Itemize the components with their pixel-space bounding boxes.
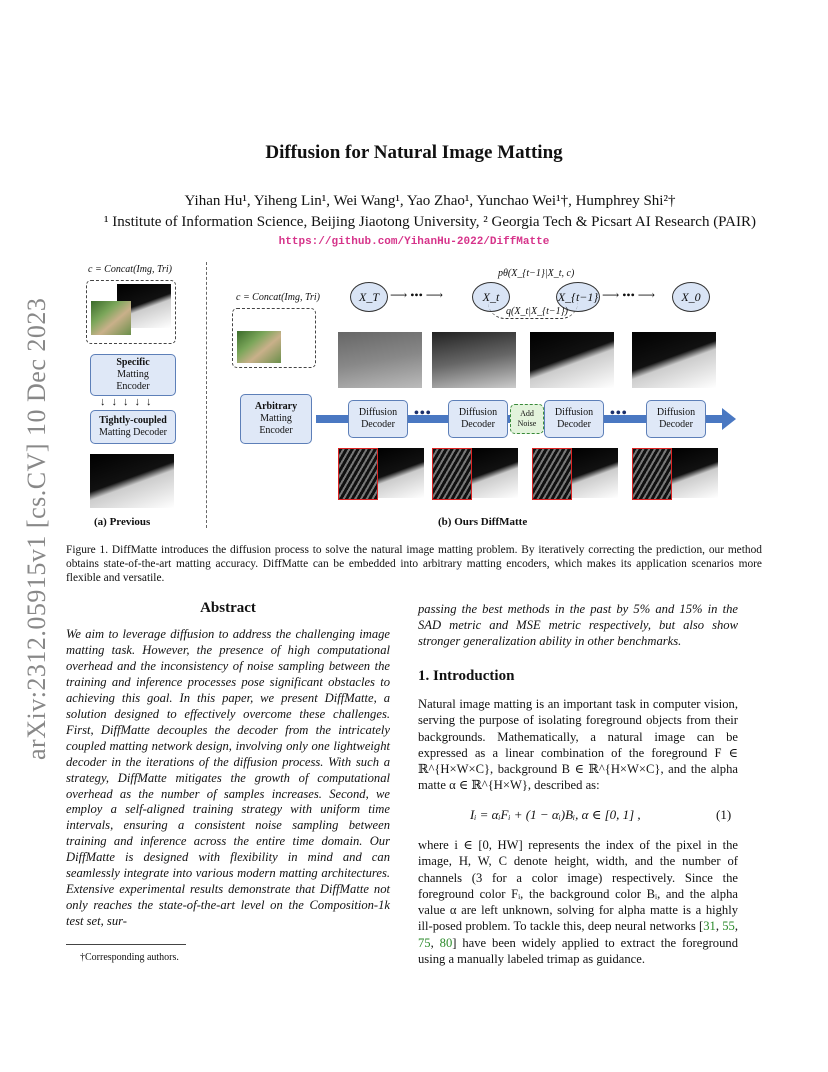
citation-55[interactable]: 55: [722, 919, 735, 934]
node-xT: X_T: [350, 282, 388, 312]
input-photo: [91, 301, 131, 335]
figure-divider: [206, 262, 207, 528]
crop-3b: [572, 448, 618, 498]
left-concat-label: c = Concat(Img, Tri): [88, 264, 172, 275]
previous-output-matte: [90, 454, 174, 508]
crop-3a: [532, 448, 572, 500]
pipeline-arrow-head: [722, 408, 736, 430]
right-input-group: [232, 308, 316, 368]
diffusion-decoder-2: Diffusion Decoder: [448, 400, 508, 438]
decoder-dots-2: •••: [610, 406, 628, 421]
add-noise-box: Add Noise: [510, 404, 544, 434]
intro-heading: 1. Introduction: [418, 668, 515, 684]
crop-2b: [472, 448, 518, 498]
arxiv-stamp: arXiv:2312.05915v1 [cs.CV] 10 Dec 2023: [22, 297, 51, 760]
diffusion-decoder-3: Diffusion Decoder: [544, 400, 604, 438]
abstract-body: We aim to leverage diffusion to address the challenging image matting task. However, the presence of high computational overhead and the inconsistency of noise sampling between the training and inference processes pose significant obstacles to achieving this goal. In this paper, we present DiffMatte, a solution designed to effectively overcome these challenges. First, DiffMatte decouples the decoder from the intricately coupled matting network design, involving only one lightweight decoder in the iterations of the diffusion process. With such a strategy, DiffMatte mitigates the growth of computational overhead as the number of samples increases. Second, we employ a self-aligned training strategy with uniform time intervals, ensuring a consistent noise sampling between training and inference across the entire time domain. Our DiffMatte is designed with flexibility in mind and can seamlessly integrate into various modern matting architectures. Extensive experimental results demonstrate that DiffMatte not only reaches the state-of-the-art level on the Composition-1k test set, sur-: [66, 627, 390, 929]
specific-encoder-box: Specific Matting Encoder: [90, 354, 176, 396]
crop-2a: [432, 448, 472, 500]
intro-paragraph-2: where i ∈ [0, HW] represents the index of the pixel in the image, H, W, C denote height, width, and the number of channels (3 for a color image) respectively. Since the foreground color Fᵢ, the background color Bᵢ, and the alpha value α are left unknown, solving for alpha matte is a highly ill-posed problem. To tackle this, deep neural networks [31, 55, 75, 80] have been widely applied to extract the foreground using a manually labeled trimap as guidance.: [418, 838, 738, 967]
crop-4a: [632, 448, 672, 500]
right-concat-label: c = Concat(Img, Tri): [236, 292, 320, 303]
q-label: q(X_t|X_{t−1}): [506, 306, 568, 317]
intro-paragraph-1: Natural image matting is an important task in computer vision, serving the purpose of isolating foreground objects from their backgrounds. Mathematically, a natural image can be expressed as a linear combination of the foreground F ∈ ℝ^{H×W×C}, background B ∈ ℝ^{H×W×C}, and the alpha matte α ∈ ℝ^{H×W}, described as:: [418, 697, 738, 793]
citation-31[interactable]: 31: [703, 919, 716, 934]
arrow-dots-2: ⟶ ••• ⟶: [602, 288, 656, 302]
intro-p2-text-b: ] have been widely applied to extract the foreground using a manually labeled trimap as guidance.: [418, 935, 738, 967]
equation-1: Iᵢ = αᵢFᵢ + (1 − αᵢ)Bᵢ, α ∈ [0, 1] ,: [470, 807, 641, 822]
author-list: Yihan Hu¹, Yiheng Lin¹, Wei Wang¹, Yao Zhao¹, Yunchao Wei¹†, Humphrey Shi²†: [184, 193, 676, 209]
node-xt: X_t: [472, 282, 510, 312]
diffusion-decoder-1: Diffusion Decoder: [348, 400, 408, 438]
abstract-heading: Abstract: [200, 600, 256, 616]
citation-75[interactable]: 75: [418, 935, 431, 950]
equation-number: (1): [716, 807, 732, 822]
down-arrows: ↓↓↓↓↓: [100, 396, 158, 408]
matte-step-2: [432, 332, 516, 388]
node-x0: X_0: [672, 282, 710, 312]
matte-step-4: [632, 332, 716, 388]
right-input-photo: [237, 331, 281, 363]
figure-caption: Figure 1. DiffMatte introduces the diffusion process to solve the natural image matting problem. By iteratively correcting the prediction, our method obtains state-of-the-art matting accuracy. DiffMatte can be embedded into arbitrary matting encoders, which makes its application scenarios more flexible and versatile.: [66, 544, 762, 584]
citation-80[interactable]: 80: [439, 935, 453, 950]
intro-p2-text-a: where i ∈ [0, HW] represents the index of the pixel in the image, H, W, C denote height, width, and the number of channels (3 for a color image) respectively. Since the foreground color Fᵢ, the background color Bᵢ, and the alpha value α are left unknown, solving for alpha matte is a highly ill-posed problem. To tackle this, deep neural networks [: [418, 838, 738, 934]
abstract-continuation: passing the best methods in the past by 5% and 15% in the SAD metric and MSE metric respectively, but also show stronger generalization ability in other benchmarks.: [418, 602, 738, 648]
sub-caption-b: (b) Ours DiffMatte: [438, 516, 528, 528]
sub-caption-a: (a) Previous: [94, 516, 151, 528]
diffusion-decoder-4: Diffusion Decoder: [646, 400, 706, 438]
crop-1b: [378, 448, 424, 498]
figure-1: [80, 258, 750, 534]
crop-1a: [338, 448, 378, 500]
footnote-rule: [66, 944, 186, 945]
tightly-coupled-decoder-box: Tightly-coupled Matting Decoder: [90, 410, 176, 444]
node-xt-1: X_{t−1}: [556, 282, 600, 312]
matte-step-1: [338, 332, 422, 388]
footnote: †Corresponding authors.: [80, 952, 179, 963]
arrow-dots-1: ⟶ ••• ⟶: [390, 288, 444, 302]
repo-link[interactable]: https://github.com/YihanHu-2022/DiffMatte: [278, 236, 550, 248]
affiliations: ¹ Institute of Information Science, Beijing Jiaotong University, ² Georgia Tech & Picsart AI Research (PAIR): [104, 214, 756, 230]
arbitrary-encoder-box: Arbitrary Matting Encoder: [240, 394, 312, 444]
crop-4b: [672, 448, 718, 498]
matte-step-3: [530, 332, 614, 388]
p-theta-label: pθ(X_{t−1}|X_t, c): [498, 268, 575, 279]
paper-title: Diffusion for Natural Image Matting: [265, 142, 563, 163]
input-image-group: [86, 280, 176, 344]
decoder-dots-1: •••: [414, 406, 432, 421]
q-arc: [488, 302, 578, 319]
